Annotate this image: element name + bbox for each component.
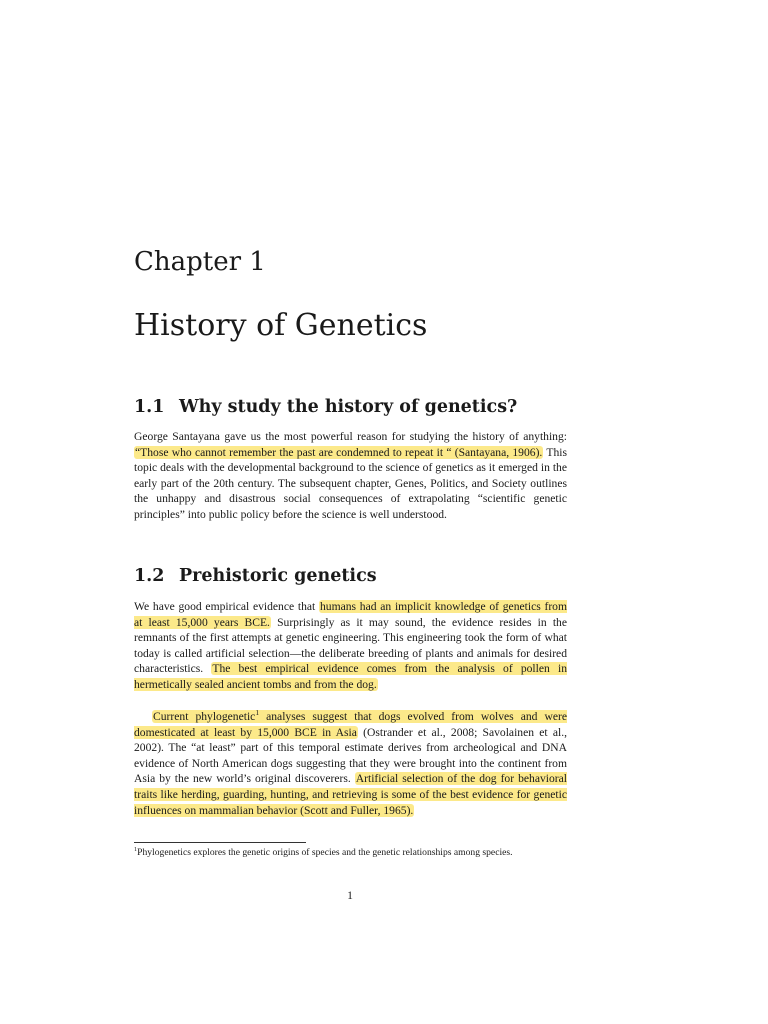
chapter-title: History of Genetics [134,308,428,343]
highlighted-text: humans had an implicit knowledge of genetics from at least 15,000 years BCE. [134,600,568,629]
section-heading-1-1 [134,395,517,419]
page-number: 1 [347,889,353,902]
section-number: 1.2 [134,566,165,586]
section-number: 1.1 [134,397,165,417]
paragraph-text: We have good empirical evidence that [134,600,319,613]
footnote-mark: 1 [134,845,138,853]
paragraph-text: (Ostrander et al., 2008; Savolainen et al., 2002). The “at least” part of this temporal estimate derives from archeological and DNA evidence of North American dogs suggesting that they were brought into the continent from Asia by the new world’s original discoverers. [134,725,567,786]
section-title: Prehistoric genetics [179,566,377,586]
highlighted-text-part: analyses suggest that dogs evolved from wolves and were domesticated at least by 15,000 BCE in Asia [134,710,567,739]
paragraph-santayana [134,429,567,523]
paragraph-text: Surprisingly as it may sound, the evidence resides in the remnants of the first attempts at genetic engineering. This engineering took the form of what today is called artificial selection—the deliberate breeding of plants and animals for desired characteristics. [134,615,567,676]
paragraph-phylogenetic [134,709,567,818]
paragraph-text: George Santayana gave us the most powerful reason for studying the history of anything: [134,430,567,443]
chapter-label: Chapter 1 [134,247,266,277]
highlighted-text-part: Current phylogenetic [153,710,256,723]
footnote-divider [134,842,306,843]
paragraph-text: This topic deals with the developmental background to the science of genetics as it emerged in the early part of the 20th century. The subsequent chapter, Genes, Politics, and Society outlines the unhappy and disastrous social consequences of extrapolating “scientific genetic principles” into public policy before the science is well understood. [134,445,567,521]
footnote-text: Phylogenetics explores the genetic origins of species and the genetic relationships among species. [137,847,513,858]
highlighted-text: The best empirical evidence comes from the analysis of pollen in hermetically sealed ancient tombs and from the dog. [134,662,567,691]
section-title: Why study the history of genetics? [179,397,518,417]
footnote-marker: 1 [255,708,260,718]
highlighted-text: Artificial selection of the dog for behavioral traits like herding, guarding, hunting, and retrieving is some of the best evidence for genetic influences on mammalian behavior (Scott and Fuller, 1965). [134,772,568,817]
paragraph-empirical-evidence [134,599,567,693]
highlighted-text: “Those who cannot remember the past are condemned to repeat it “ (Santayana, 1906). [135,445,543,459]
section-heading-1-2 [134,564,377,588]
footnote [134,846,567,859]
